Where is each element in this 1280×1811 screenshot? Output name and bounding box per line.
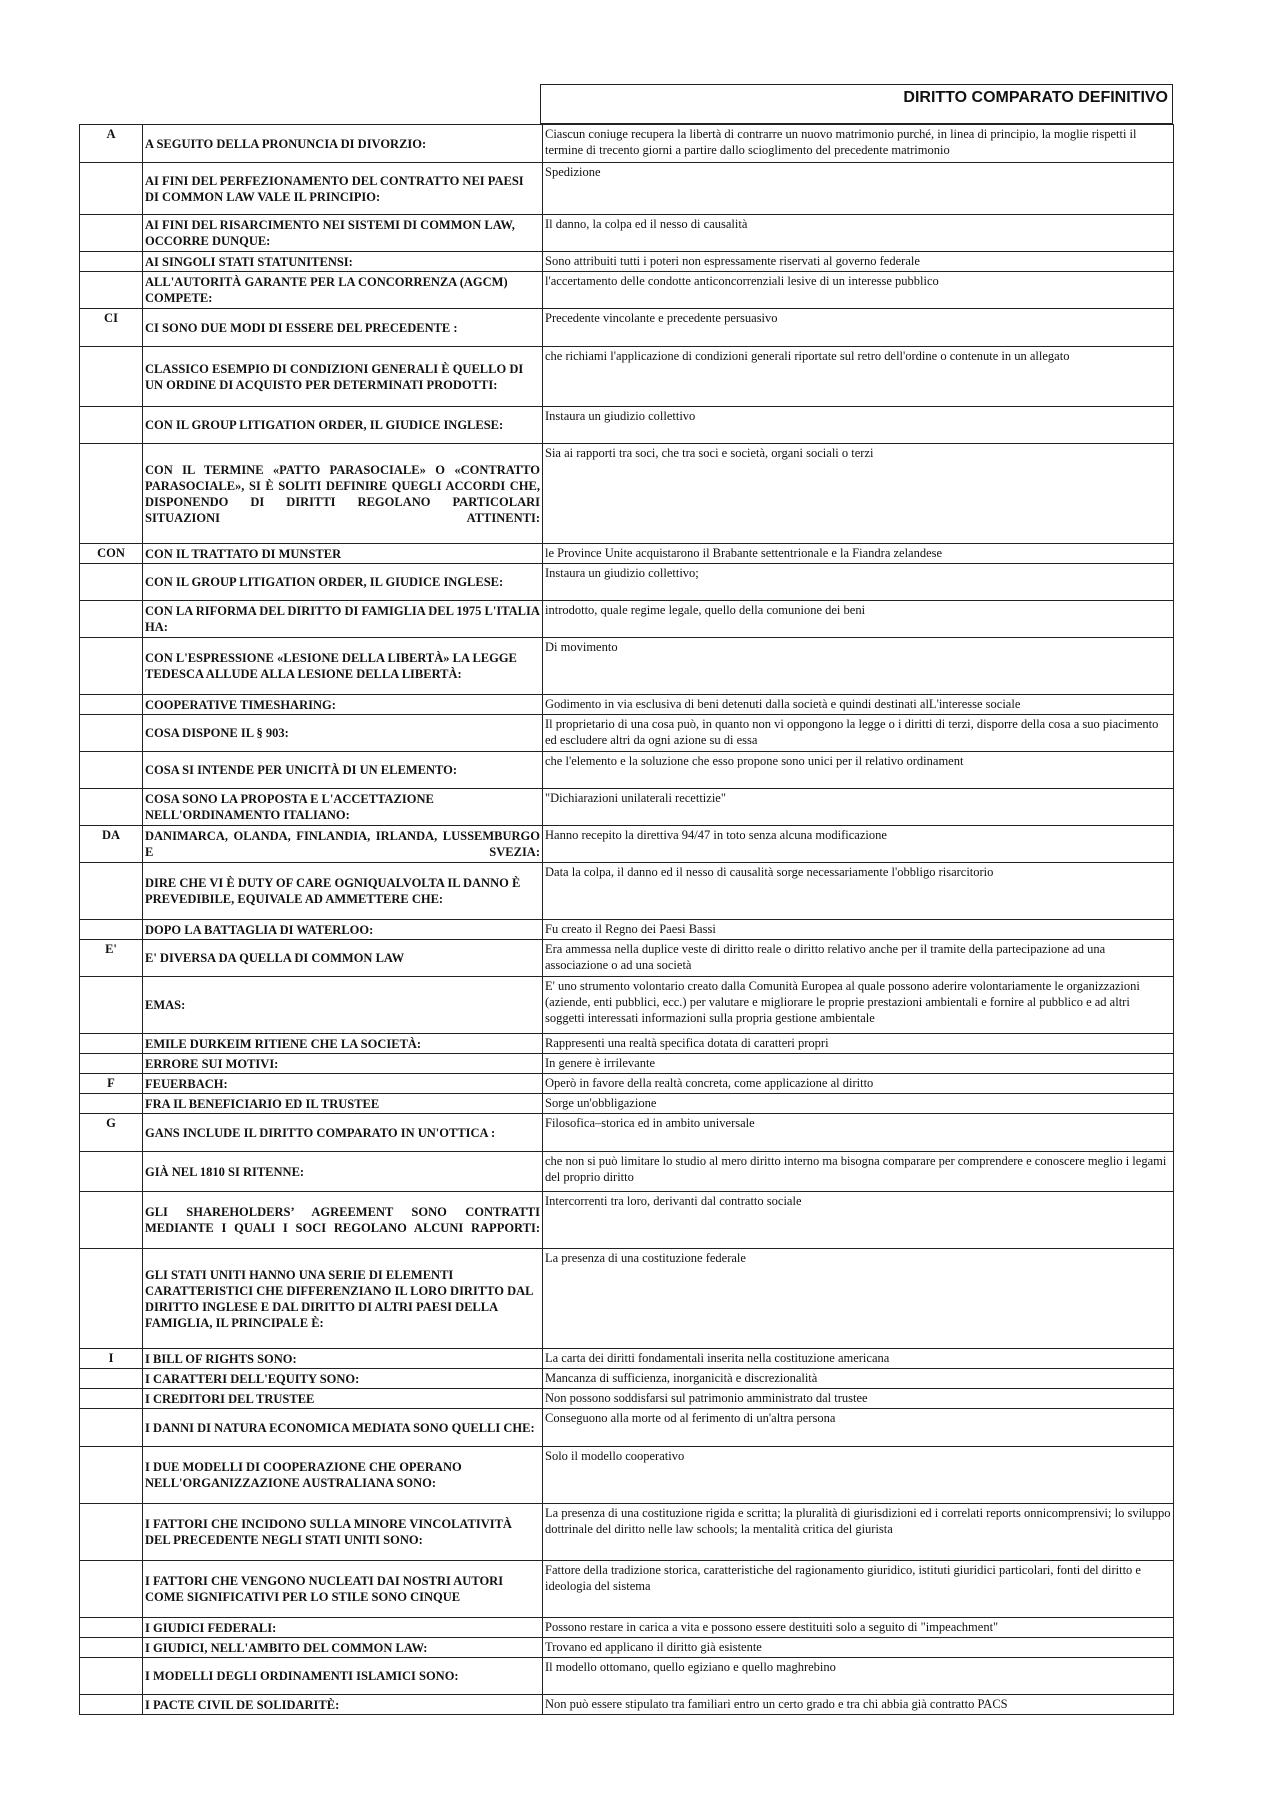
row-question: COOPERATIVE TIMESHARING: <box>143 695 543 715</box>
row-answer: Operò in favore della realtà concreta, come applicazione al diritto <box>543 1074 1174 1094</box>
row-letter: A <box>80 125 143 163</box>
table-row <box>80 1074 1174 1094</box>
row-question: I BILL OF RIGHTS SONO: <box>143 1349 543 1369</box>
document-title: DIRITTO COMPARATO DEFINITIVO <box>540 84 1173 124</box>
table-row <box>80 752 1174 789</box>
row-answer: Mancanza di sufficienza, inorganicità e discrezionalità <box>543 1369 1174 1389</box>
row-question: COSA SONO LA PROPOSTA E L'ACCETTAZIONE NELL'ORDINAMENTO ITALIANO: <box>143 789 543 826</box>
row-answer: Rappresenti una realtà specifica dotata di caratteri propri <box>543 1034 1174 1054</box>
row-question: I MODELLI DEGLI ORDINAMENTI ISLAMICI SONO: <box>143 1658 543 1695</box>
row-answer: "Dichiarazioni unilaterali recettizie" <box>543 789 1174 826</box>
row-letter <box>80 347 143 407</box>
row-letter <box>80 1369 143 1389</box>
row-question: CON L'ESPRESSIONE «LESIONE DELLA LIBERTÀ» LA LEGGE TEDESCA ALLUDE ALLA LESIONE DELLA LIBERTÀ: <box>143 638 543 695</box>
row-answer: Hanno recepito la direttiva 94/47 in toto senza alcuna modificazione <box>543 826 1174 863</box>
row-letter <box>80 1152 143 1192</box>
row-letter <box>80 1034 143 1054</box>
row-letter <box>80 695 143 715</box>
table-row <box>80 695 1174 715</box>
row-question: I DANNI DI NATURA ECONOMICA MEDIATA SONO QUELLI CHE: <box>143 1409 543 1447</box>
row-question: I FATTORI CHE VENGONO NUCLEATI DAI NOSTRI AUTORI COME SIGNIFICATIVI PER LO STILE SONO CINQUE <box>143 1561 543 1618</box>
table-row <box>80 1618 1174 1638</box>
row-question: E' DIVERSA DA QUELLA DI COMMON LAW <box>143 940 543 977</box>
row-letter <box>80 752 143 789</box>
row-answer: Di movimento <box>543 638 1174 695</box>
row-answer: Instaura un giudizio collettivo <box>543 407 1174 444</box>
table-row <box>80 1561 1174 1618</box>
row-question: EMILE DURKEIM RITIENE CHE LA SOCIETÀ: <box>143 1034 543 1054</box>
row-answer: La carta dei diritti fondamentali inserita nella costituzione americana <box>543 1349 1174 1369</box>
row-question: COSA DISPONE IL § 903: <box>143 715 543 752</box>
table-row <box>80 920 1174 940</box>
row-answer: Non possono soddisfarsi sul patrimonio amministrato dal trustee <box>543 1389 1174 1409</box>
table-row <box>80 252 1174 272</box>
glossary-table-body <box>80 125 1174 1715</box>
row-question: I CARATTERI DELL'EQUITY SONO: <box>143 1369 543 1389</box>
row-question: AI FINI DEL PERFEZIONAMENTO DEL CONTRATTO NEI PAESI DI COMMON LAW VALE IL PRINCIPIO: <box>143 163 543 215</box>
row-question: AI FINI DEL RISARCIMENTO NEI SISTEMI DI COMMON LAW, OCCORRE DUNQUE: <box>143 215 543 252</box>
row-answer: che richiami l'applicazione di condizioni generali riportate sul retro dell'ordine o contenute in un allegato <box>543 347 1174 407</box>
table-row <box>80 1389 1174 1409</box>
row-letter <box>80 1618 143 1638</box>
row-letter: CI <box>80 309 143 347</box>
row-answer: Conseguono alla morte od al ferimento di un'altra persona <box>543 1409 1174 1447</box>
row-answer: l'accertamento delle condotte anticoncorrenziali lesive di un interesse pubblico <box>543 272 1174 309</box>
row-question: CON IL GROUP LITIGATION ORDER, IL GIUDICE INGLESE: <box>143 564 543 601</box>
table-row <box>80 1152 1174 1192</box>
row-question: FEUERBACH: <box>143 1074 543 1094</box>
table-row <box>80 1447 1174 1504</box>
table-row <box>80 163 1174 215</box>
row-question: I DUE MODELLI DI COOPERAZIONE CHE OPERANO NELL'ORGANIZZAZIONE AUSTRALIANA SONO: <box>143 1447 543 1504</box>
row-letter <box>80 1638 143 1658</box>
row-answer: In genere è irrilevante <box>543 1054 1174 1074</box>
table-row <box>80 1369 1174 1389</box>
table-row <box>80 1658 1174 1695</box>
row-answer: Data la colpa, il danno ed il nesso di causalità sorge necessariamente l'obbligo risarcitorio <box>543 863 1174 920</box>
row-question: CON IL GROUP LITIGATION ORDER, IL GIUDICE INGLESE: <box>143 407 543 444</box>
row-answer: le Province Unite acquistarono il Brabante settentrionale e la Fiandra zelandese <box>543 544 1174 564</box>
row-letter <box>80 638 143 695</box>
row-answer: La presenza di una costituzione federale <box>543 1249 1174 1349</box>
row-question: DANIMARCA, OLANDA, FINLANDIA, IRLANDA, LUSSEMBURGO E SVEZIA: <box>143 826 543 863</box>
table-row <box>80 1504 1174 1561</box>
row-letter <box>80 1192 143 1249</box>
row-answer: Ciascun coniuge recupera la libertà di contrarre un nuovo matrimonio purché, in linea di principio, la moglie rispetti il termine di trecento giorni a partire dallo scioglimento del precedente matrimonio <box>543 125 1174 163</box>
row-letter <box>80 920 143 940</box>
row-question: FRA IL BENEFICIARIO ED IL TRUSTEE <box>143 1094 543 1114</box>
row-letter <box>80 1695 143 1715</box>
row-answer: Era ammessa nella duplice veste di diritto reale o diritto relativo anche per il tramite della partecipazione ad una associazione o ad una società <box>543 940 1174 977</box>
row-letter <box>80 601 143 638</box>
table-row <box>80 125 1174 163</box>
row-answer: Possono restare in carica a vita e possono essere destituiti solo a seguito di "impeachment" <box>543 1618 1174 1638</box>
row-answer: Sono attribuiti tutti i poteri non espressamente riservati al governo federale <box>543 252 1174 272</box>
row-question: CON IL TERMINE «PATTO PARASOCIALE» O «CONTRATTO PARASOCIALE», SI È SOLITI DEFINIRE QUEGLI ACCORDI CHE, DISPONENDO DI DIRITTI REGOLANO PARTICOLARI SITUAZIONI ATTINENTI: <box>143 444 543 544</box>
table-row <box>80 1695 1174 1715</box>
row-letter <box>80 163 143 215</box>
row-letter <box>80 977 143 1034</box>
row-answer: Fu creato il Regno dei Paesi Bassi <box>543 920 1174 940</box>
row-answer: Precedente vincolante e precedente persuasivo <box>543 309 1174 347</box>
row-letter: G <box>80 1114 143 1152</box>
row-answer: che l'elemento e la soluzione che esso propone sono unici per il relativo ordinament <box>543 752 1174 789</box>
row-letter <box>80 215 143 252</box>
row-question: COSA SI INTENDE PER UNICITÀ DI UN ELEMENTO: <box>143 752 543 789</box>
row-letter: E' <box>80 940 143 977</box>
glossary-table <box>79 124 1174 1715</box>
row-answer: La presenza di una costituzione rigida e scritta; la pluralità di giurisdizioni ed i correlati reports onnicomprensivi; lo sviluppo dottrinale del diritto nelle law schools; la mentalità critica del giurista <box>543 1504 1174 1561</box>
row-answer: Spedizione <box>543 163 1174 215</box>
row-question: GLI STATI UNITI HANNO UNA SERIE DI ELEMENTI CARATTERISTICI CHE DIFFERENZIANO IL LORO DIRITTO DAL DIRITTO INGLESE E DAL DIRITTO DI ALTRI PAESI DELLA FAMIGLIA, IL PRINCIPALE È: <box>143 1249 543 1349</box>
row-answer: Il danno, la colpa ed il nesso di causalità <box>543 215 1174 252</box>
row-question: I GIUDICI, NELL'AMBITO DEL COMMON LAW: <box>143 1638 543 1658</box>
row-answer: Instaura un giudizio collettivo; <box>543 564 1174 601</box>
row-answer: Trovano ed applicano il diritto già esistente <box>543 1638 1174 1658</box>
row-answer: che non si può limitare lo studio al mero diritto interno ma bisogna comparare per comprendere e conoscere meglio i legami del proprio diritto <box>543 1152 1174 1192</box>
row-question: CLASSICO ESEMPIO DI CONDIZIONI GENERALI È QUELLO DI UN ORDINE DI ACQUISTO PER DETERMINATI PRODOTTI: <box>143 347 543 407</box>
row-question: CI SONO DUE MODI DI ESSERE DEL PRECEDENTE : <box>143 309 543 347</box>
row-letter <box>80 1504 143 1561</box>
row-answer: Fattore della tradizione storica, caratteristiche del ragionamento giuridico, istituti giuridici particolari, fonti del diritto e ideologia del sistema <box>543 1561 1174 1618</box>
table-row <box>80 544 1174 564</box>
table-row <box>80 272 1174 309</box>
table-row <box>80 215 1174 252</box>
row-letter <box>80 564 143 601</box>
row-question: GIÀ NEL 1810 SI RITENNE: <box>143 1152 543 1192</box>
row-question: I FATTORI CHE INCIDONO SULLA MINORE VINCOLATIVITÀ DEL PRECEDENTE NEGLI STATI UNITI SONO: <box>143 1504 543 1561</box>
row-answer: Non può essere stipulato tra familiari entro un certo grado e tra chi abbia già contratto PACS <box>543 1695 1174 1715</box>
table-row <box>80 638 1174 695</box>
table-row <box>80 1114 1174 1152</box>
row-question: DOPO LA BATTAGLIA DI WATERLOO: <box>143 920 543 940</box>
row-answer: Intercorrenti tra loro, derivanti dal contratto sociale <box>543 1192 1174 1249</box>
table-row <box>80 1094 1174 1114</box>
table-row <box>80 1249 1174 1349</box>
row-letter <box>80 1658 143 1695</box>
table-row <box>80 564 1174 601</box>
row-question: EMAS: <box>143 977 543 1034</box>
table-row <box>80 1054 1174 1074</box>
row-question: I CREDITORI DEL TRUSTEE <box>143 1389 543 1409</box>
row-letter <box>80 789 143 826</box>
row-letter: I <box>80 1349 143 1369</box>
row-letter <box>80 863 143 920</box>
row-letter <box>80 1389 143 1409</box>
table-row <box>80 1192 1174 1249</box>
row-question: DIRE CHE VI È DUTY OF CARE OGNIQUALVOLTA IL DANNO È PREVEDIBILE, EQUIVALE AD AMMETTERE CHE: <box>143 863 543 920</box>
row-letter <box>80 715 143 752</box>
row-answer: Filosofica–storica ed in ambito universale <box>543 1114 1174 1152</box>
row-answer: Solo il modello cooperativo <box>543 1447 1174 1504</box>
row-question: I GIUDICI FEDERALI: <box>143 1618 543 1638</box>
table-row <box>80 347 1174 407</box>
row-letter <box>80 444 143 544</box>
row-answer: Sia ai rapporti tra soci, che tra soci e società, organi sociali o terzi <box>543 444 1174 544</box>
row-letter <box>80 1249 143 1349</box>
row-question: CON LA RIFORMA DEL DIRITTO DI FAMIGLIA DEL 1975 L'ITALIA HA: <box>143 601 543 638</box>
row-question: GANS INCLUDE IL DIRITTO COMPARATO IN UN'OTTICA : <box>143 1114 543 1152</box>
row-letter <box>80 1447 143 1504</box>
row-answer: introdotto, quale regime legale, quello della comunione dei beni <box>543 601 1174 638</box>
table-row <box>80 1034 1174 1054</box>
row-letter <box>80 407 143 444</box>
row-answer: Sorge un'obbligazione <box>543 1094 1174 1114</box>
row-answer: Il modello ottomano, quello egiziano e quello maghrebino <box>543 1658 1174 1695</box>
row-answer: E' uno strumento volontario creato dalla Comunità Europea al quale possono aderire volontariamente le organizzazioni (aziende, enti pubblici, ecc.) per valutare e migliorare le proprie prestazioni ambientali e fornire al pubblico e ad altri soggetti interessati informazioni sulla propria gestione ambientale <box>543 977 1174 1034</box>
row-answer: Godimento in via esclusiva di beni detenuti dalla società e quindi destinati alL'interesse sociale <box>543 695 1174 715</box>
row-question: ERRORE SUI MOTIVI: <box>143 1054 543 1074</box>
row-question: GLI SHAREHOLDERS’ AGREEMENT SONO CONTRATTI MEDIANTE I QUALI I SOCI REGOLANO ALCUNI RAPPORTI: <box>143 1192 543 1249</box>
table-row <box>80 444 1174 544</box>
row-letter <box>80 1561 143 1618</box>
row-question: AI SINGOLI STATI STATUNITENSI: <box>143 252 543 272</box>
table-row <box>80 977 1174 1034</box>
table-row <box>80 1409 1174 1447</box>
row-letter <box>80 1054 143 1074</box>
row-letter <box>80 1409 143 1447</box>
row-question: I PACTE CIVIL DE SOLIDARITÈ: <box>143 1695 543 1715</box>
row-letter: DA <box>80 826 143 863</box>
row-letter: F <box>80 1074 143 1094</box>
table-row <box>80 826 1174 863</box>
table-row <box>80 789 1174 826</box>
row-letter <box>80 1094 143 1114</box>
table-row <box>80 1349 1174 1369</box>
row-letter: CON <box>80 544 143 564</box>
table-row <box>80 1638 1174 1658</box>
row-answer: Il proprietario di una cosa può, in quanto non vi oppongono la legge o i diritti di terzi, disporre della cosa a suo piacimento ed escludere altri da ogni azione su di essa <box>543 715 1174 752</box>
row-question: CON IL TRATTATO DI MUNSTER <box>143 544 543 564</box>
table-row <box>80 940 1174 977</box>
table-row <box>80 309 1174 347</box>
row-question: ALL'AUTORITÀ GARANTE PER LA CONCORRENZA (AGCM) COMPETE: <box>143 272 543 309</box>
row-letter <box>80 272 143 309</box>
row-question: A SEGUITO DELLA PRONUNCIA DI DIVORZIO: <box>143 125 543 163</box>
row-letter <box>80 252 143 272</box>
table-row <box>80 601 1174 638</box>
table-row <box>80 715 1174 752</box>
table-row <box>80 407 1174 444</box>
table-row <box>80 863 1174 920</box>
